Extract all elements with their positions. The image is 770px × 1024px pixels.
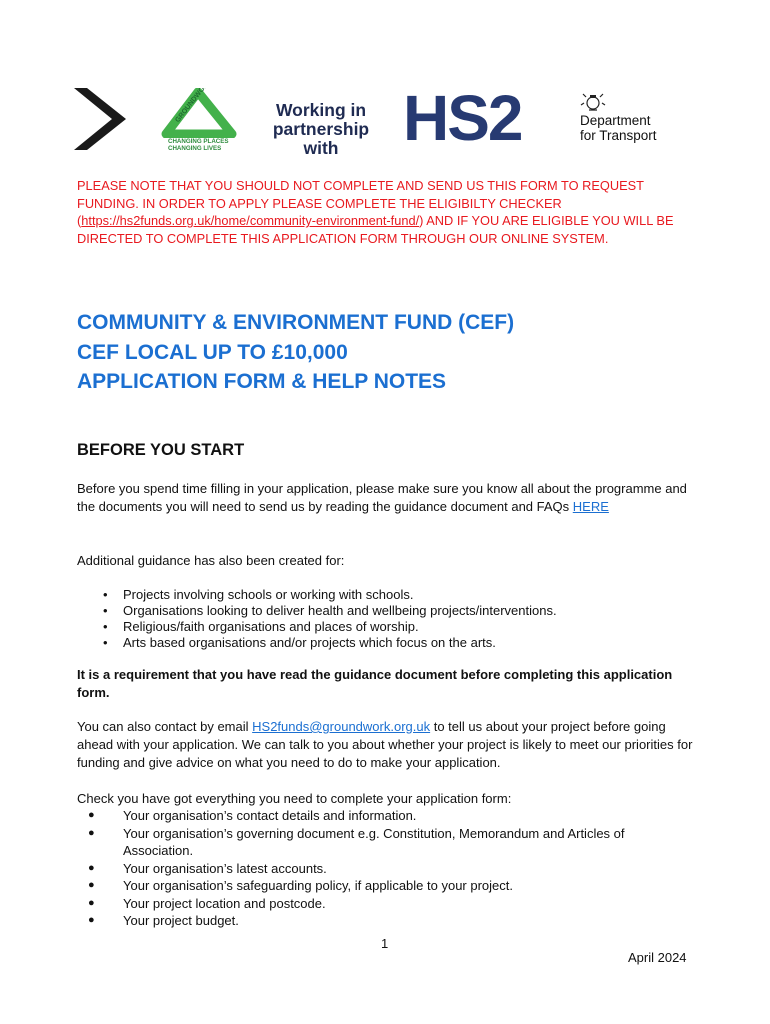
hs2-logo: HS2 [403,82,522,154]
page-title [77,308,514,397]
intro-text: Before you spend time filling in your application, please make sure you know all about the programme and the documents you will need to send us by reading the guidance document and FAQs [77,481,687,514]
page-number: 1 [381,936,389,951]
groundwork-tagline-1: CHANGING PLACES [168,138,229,145]
before-you-start-heading: BEFORE YOU START [77,441,245,459]
chevron-logo-icon [74,88,126,150]
requirement-statement: It is a requirement that you have read the guidance document before completing this application form. [77,667,673,700]
list-item: ● Your organisation’s contact details and information. [77,807,697,825]
groundwork-tagline-2: CHANGING LIVES [168,145,222,152]
list-item: • Religious/faith organisations and places of worship. [77,619,557,635]
dft-line-2: for Transport [580,128,657,143]
contact-paragraph [77,718,697,772]
title-line-2: CEF LOCAL UP TO £10,000 [77,340,348,364]
list-item: ● Your organisation’s latest accounts. [77,860,697,878]
partnership-text [257,101,385,158]
contact-text-2: to tell us about your project before going ahead with your application. We can talk to you about whether your project is likely to meet our priorities for funding and give advice on what you need to do to make your application. [77,719,693,770]
list-item: • Projects involving schools or working with schools. [77,587,557,603]
list-item: • Arts based organisations and/or projects which focus on the arts. [77,635,557,651]
contact-email-link[interactable]: HS2funds@groundwork.org.uk [252,719,431,734]
guidance-here-link[interactable]: HERE [572,499,609,514]
contact-text-1: You can also contact by email [77,719,253,734]
list-item: • Organisations looking to deliver health and wellbeing projects/interventions. [77,603,557,619]
list-item: ● Your project budget. [77,912,697,930]
groundwork-logo [158,88,240,160]
partnership-line-1: Working in [275,100,367,120]
notice-text-2: ) AND IF YOU ARE ELIGIBLE YOU WILL BE DIRECTED TO COMPLETE THIS APPLICATION FORM THROUGH OUR ONLINE SYSTEM. [77,213,674,247]
list-item: ● Your project location and postcode. [77,895,697,913]
additional-guidance-text: Additional guidance has also been created for: [77,553,345,568]
list-item: ● Your organisation’s safeguarding policy, if applicable to your project. [77,877,697,895]
guidance-list [77,587,557,651]
eligibility-checker-link[interactable]: https://hs2funds.org.uk/home/community-environment-fund/ [81,213,420,229]
royal-crest-icon [580,93,606,113]
dft-line-1: Department [580,113,651,128]
dft-logo-text [580,113,657,143]
notice-text-1: PLEASE NOTE THAT YOU SHOULD NOT COMPLETE AND SEND US THIS FORM TO REQUEST FUNDING. IN ORDER TO APPLY PLEASE COMPLETE THE ELIGIBILTY CHECKER ( [77,178,644,229]
title-line-3: APPLICATION FORM & HELP NOTES [77,370,447,393]
groundwork-triangle-icon [158,88,240,138]
checklist-intro: Check you have got everything you need to complete your application form: [77,791,512,806]
header-logos [0,0,770,175]
partnership-line-2: partnership with [272,119,370,158]
list-item: ● Your organisation’s governing document e.g. Constitution, Memorandum and Articles of Association. [77,825,697,860]
document-date: April 2024 [628,950,687,965]
groundwork-name: GROUNDWORK [174,88,213,124]
title-line-1: COMMUNITY & ENVIRONMENT FUND (CEF) [77,311,515,334]
intro-paragraph [77,480,697,516]
funding-notice [77,177,697,248]
checklist [77,807,697,930]
